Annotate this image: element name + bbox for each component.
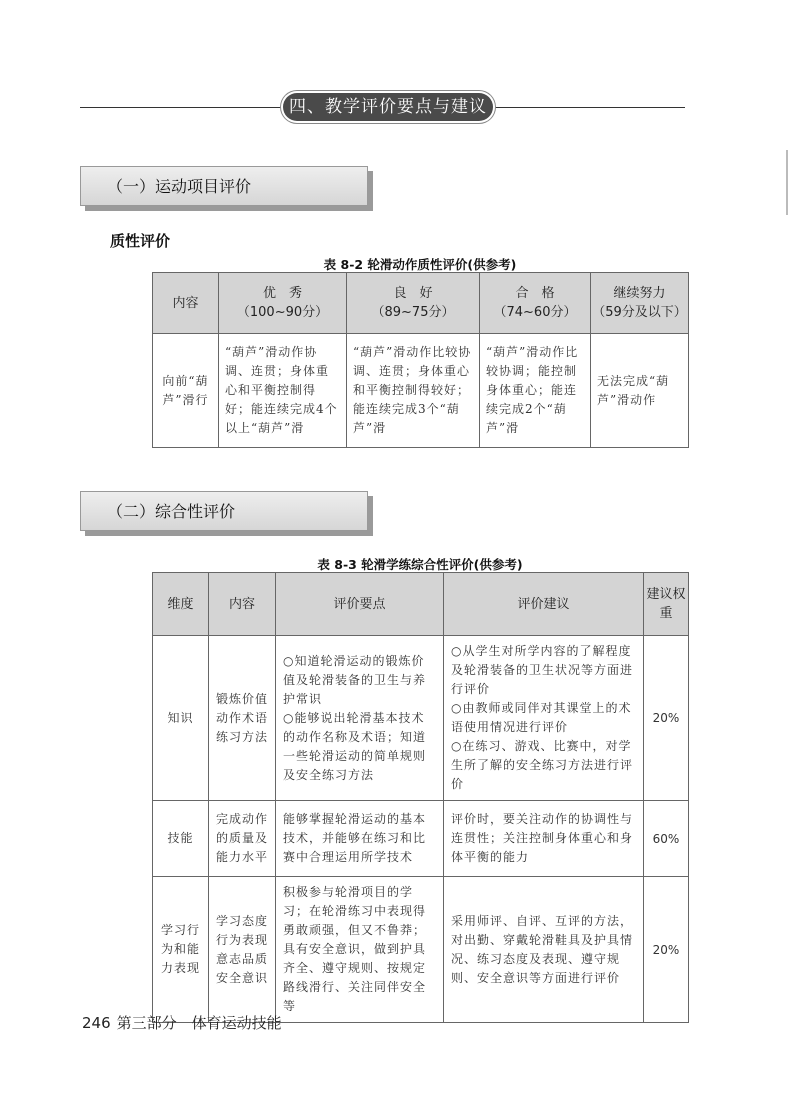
footer-part-title: 第三部分 体育运动技能 [116, 1014, 282, 1032]
header-content: 内容 [209, 573, 276, 636]
header-weight: 建议权重 [644, 573, 689, 636]
cell-dimension: 学习行为和能力表现 [153, 877, 209, 1023]
section-title-comprehensive: （二）综合性评价 [80, 491, 368, 531]
table-header-row [153, 573, 689, 636]
cell-content: 学习态度行为表现意志品质安全意识 [209, 877, 276, 1023]
table-row-knowledge [153, 636, 689, 801]
page-footer [82, 1012, 282, 1033]
cell-dimension: 技能 [153, 801, 209, 877]
cell-improve: 无法完成“葫芦”滑动作 [591, 334, 689, 448]
cell-advice: 评价时，要关注动作的协调性与连贯性；关注控制身体重心和身体平衡的能力 [444, 801, 644, 877]
header-excellent: 优 秀 （100~90分） [219, 273, 347, 334]
header-pass: 合 格 （74~60分） [480, 273, 591, 334]
cell-weight: 60% [644, 801, 689, 877]
table-caption-8-2: 表 8-2 轮滑动作质性评价(供参考) [323, 257, 517, 272]
cell-points: 能够掌握轮滑运动的基本技术，并能够在练习和比赛中合理运用所学技术 [276, 801, 444, 877]
chapter-title: 四、教学评价要点与建议 [283, 93, 493, 121]
page-number: 246 [82, 1014, 111, 1032]
qualitative-evaluation-table [152, 272, 689, 448]
header-improve: 继续努力 （59分及以下） [591, 273, 689, 334]
page-edge-mark [786, 150, 788, 215]
section-title-sport-evaluation: （一）运动项目评价 [80, 166, 368, 206]
comprehensive-evaluation-table [152, 572, 689, 1023]
cell-points: 积极参与轮滑项目的学习；在轮滑练习中表现得勇敢顽强，但又不鲁莽；具有安全意识，做到护具齐全、遵守规则、按规定路线滑行、关注同伴安全等 [276, 877, 444, 1023]
cell-good: “葫芦”滑动作比较协调、连贯；身体重心和平衡控制得较好；能连续完成3个“葫芦”滑 [347, 334, 480, 448]
header-dimension: 维度 [153, 573, 209, 636]
cell-content: 锻炼价值动作术语练习方法 [209, 636, 276, 801]
cell-content: 完成动作的质量及能力水平 [209, 801, 276, 877]
table-row-skill [153, 801, 689, 877]
cell-points: ○知道轮滑运动的锻炼价值及轮滑装备的卫生与养护常识 ○能够说出轮滑基本技术的动作名称及术语；知道一些轮滑运动的简单规则及安全练习方法 [276, 636, 444, 801]
cell-pass: “葫芦”滑动作比较协调；能控制身体重心；能连续完成2个“葫芦”滑 [480, 334, 591, 448]
cell-dimension: 知识 [153, 636, 209, 801]
header-content: 内容 [153, 273, 219, 334]
cell-advice: ○从学生对所学内容的了解程度及轮滑装备的卫生状况等方面进行评价 ○由教师或同伴对其课堂上的术语使用情况进行评价 ○在练习、游戏、比赛中，对学生所了解的安全练习方法进行评价 [444, 636, 644, 801]
cell-weight: 20% [644, 877, 689, 1023]
header-points: 评价要点 [276, 573, 444, 636]
cell-content: 向前“葫芦”滑行 [153, 334, 219, 448]
table-row-behavior [153, 877, 689, 1023]
subheading-qualitative: 质性评价 [110, 232, 171, 250]
table-header-row [153, 273, 689, 334]
cell-excellent: “葫芦”滑动作协调、连贯；身体重心和平衡控制得好；能连续完成4个以上“葫芦”滑 [219, 334, 347, 448]
cell-weight: 20% [644, 636, 689, 801]
table-row [153, 334, 689, 448]
table-caption-8-3: 表 8-3 轮滑学练综合性评价(供参考) [317, 557, 523, 572]
header-advice: 评价建议 [444, 573, 644, 636]
cell-advice: 采用师评、自评、互评的方法，对出勤、穿戴轮滑鞋具及护具情况、练习态度及表现、遵守规则、安全意识等方面进行评价 [444, 877, 644, 1023]
header-good: 良 好 （89~75分） [347, 273, 480, 334]
